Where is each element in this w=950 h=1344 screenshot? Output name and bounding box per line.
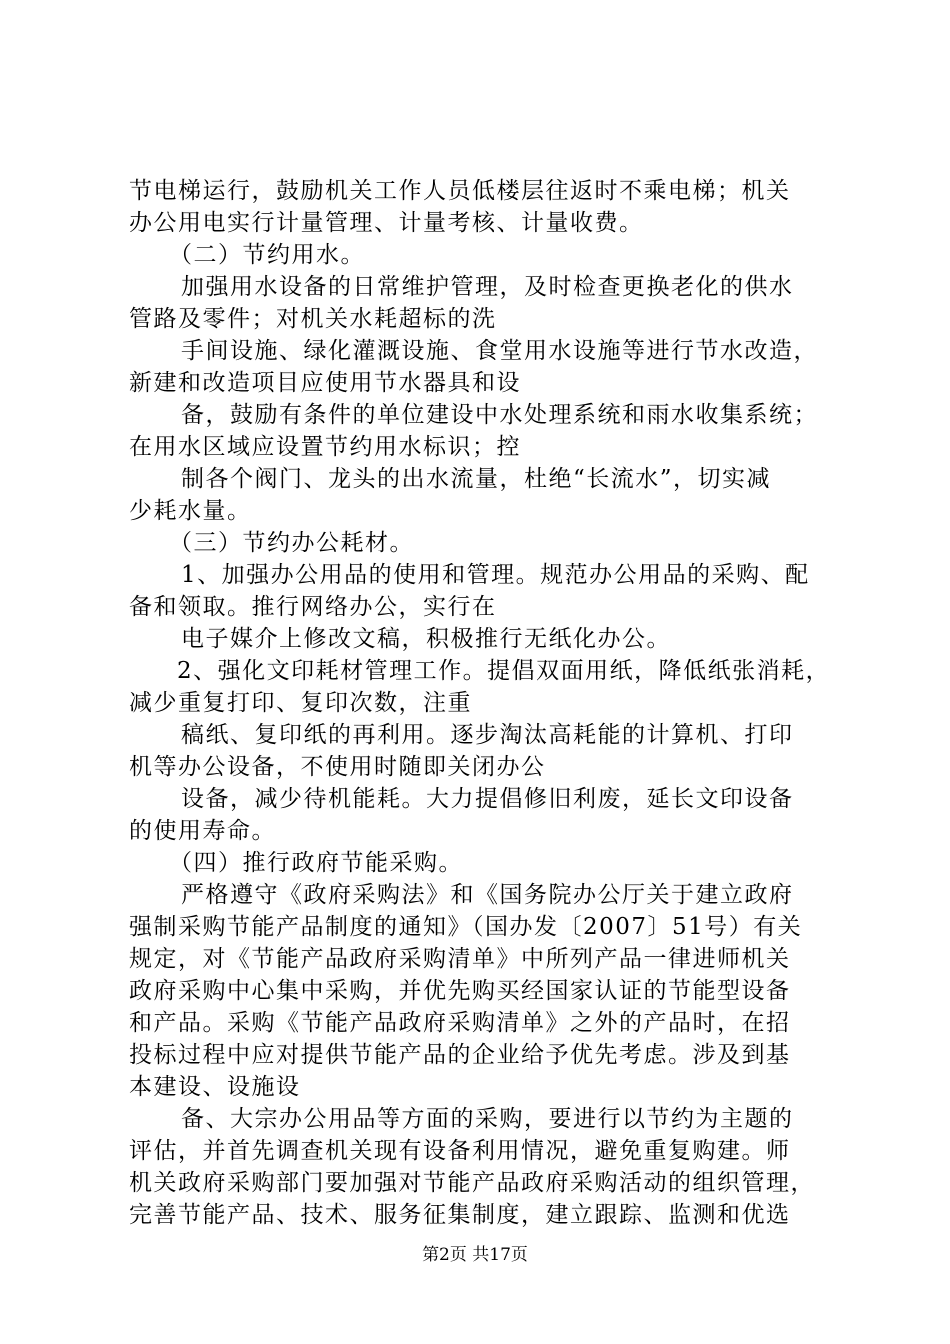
text-line: 新建和改造项目应使用节水器具和设 — [129, 370, 521, 396]
text-line: （三）节约办公耗材。 — [169, 530, 414, 556]
text-line: 严格遵守《政府采购法》和《国务院办公厅关于建立政府 — [181, 882, 794, 908]
text-line: 机等办公设备，不使用时随即关闭办公 — [129, 754, 546, 780]
text-line: 加强用水设备的日常维护管理，及时检查更换老化的供水 — [181, 274, 794, 300]
text-line: 节电梯运行，鼓励机关工作人员低楼层往返时不乘电梯；机关 — [129, 178, 791, 204]
text-line: 在用水区域应设置节约用水标识；控 — [129, 434, 521, 460]
text-line: 减少重复打印、复印次数，注重 — [129, 690, 472, 716]
text-line: 的使用寿命。 — [129, 818, 276, 844]
text-line: 本建设、设施设 — [129, 1074, 301, 1100]
text-line: 强制采购节能产品制度的通知》（国办发〔2007〕51号）有关 — [129, 914, 803, 940]
text-line: 办公用电实行计量管理、计量考核、计量收费。 — [129, 210, 644, 236]
page-number-label: 第2页 共17页 — [422, 1245, 528, 1265]
page-footer — [0, 1244, 950, 1266]
text-line: 电子媒介上修改文稿，积极推行无纸化办公。 — [181, 626, 671, 652]
text-line: 手间设施、绿化灌溉设施、食堂用水设施等进行节水改造， — [181, 338, 818, 364]
document-body — [129, 175, 829, 1231]
text-line: 和产品。采购《节能产品政府采购清单》之外的产品时，在招 — [129, 1010, 791, 1036]
text-line: 管路及零件；对机关水耗超标的洗 — [129, 306, 497, 332]
text-line: 备，鼓励有条件的单位建设中水处理系统和雨水收集系统； — [181, 402, 818, 428]
text-line: 1、加强办公用品的使用和管理。规范办公用品的采购、配 — [181, 562, 810, 588]
text-line: 设备，减少待机能耗。大力提倡修旧利废，延长文印设备 — [181, 786, 794, 812]
text-line: 规定，对《节能产品政府采购清单》中所列产品一律进师机关 — [129, 946, 791, 972]
text-line: 稿纸、复印纸的再利用。逐步淘汰高耗能的计算机、打印 — [181, 722, 794, 748]
text-line: 政府采购中心集中采购，并优先购买经国家认证的节能型设备 — [129, 978, 791, 1004]
text-line: 备和领取。推行网络办公，实行在 — [129, 594, 497, 620]
text-line: 评估，并首先调查机关现有设备利用情况，避免重复购建。师 — [129, 1138, 791, 1164]
text-line: （四）推行政府节能采购。 — [169, 850, 463, 876]
text-line: 2、强化文印耗材管理工作。提倡双面用纸，降低纸张消耗， — [177, 658, 831, 684]
text-line: （二）节约用水。 — [169, 242, 365, 268]
text-line: 完善节能产品、技术、服务征集制度，建立跟踪、监测和优选 — [129, 1202, 791, 1228]
text-line: 少耗水量。 — [129, 498, 252, 524]
text-line: 制各个阀门、龙头的出水流量，杜绝“长流水”，切实减 — [181, 466, 772, 492]
text-line: 投标过程中应对提供节能产品的企业给予优先考虑。涉及到基 — [129, 1042, 791, 1068]
text-line: 备、大宗办公用品等方面的采购，要进行以节约为主题的 — [181, 1106, 794, 1132]
text-line: 机关政府采购部门要加强对节能产品政府采购活动的组织管理， — [129, 1170, 815, 1196]
